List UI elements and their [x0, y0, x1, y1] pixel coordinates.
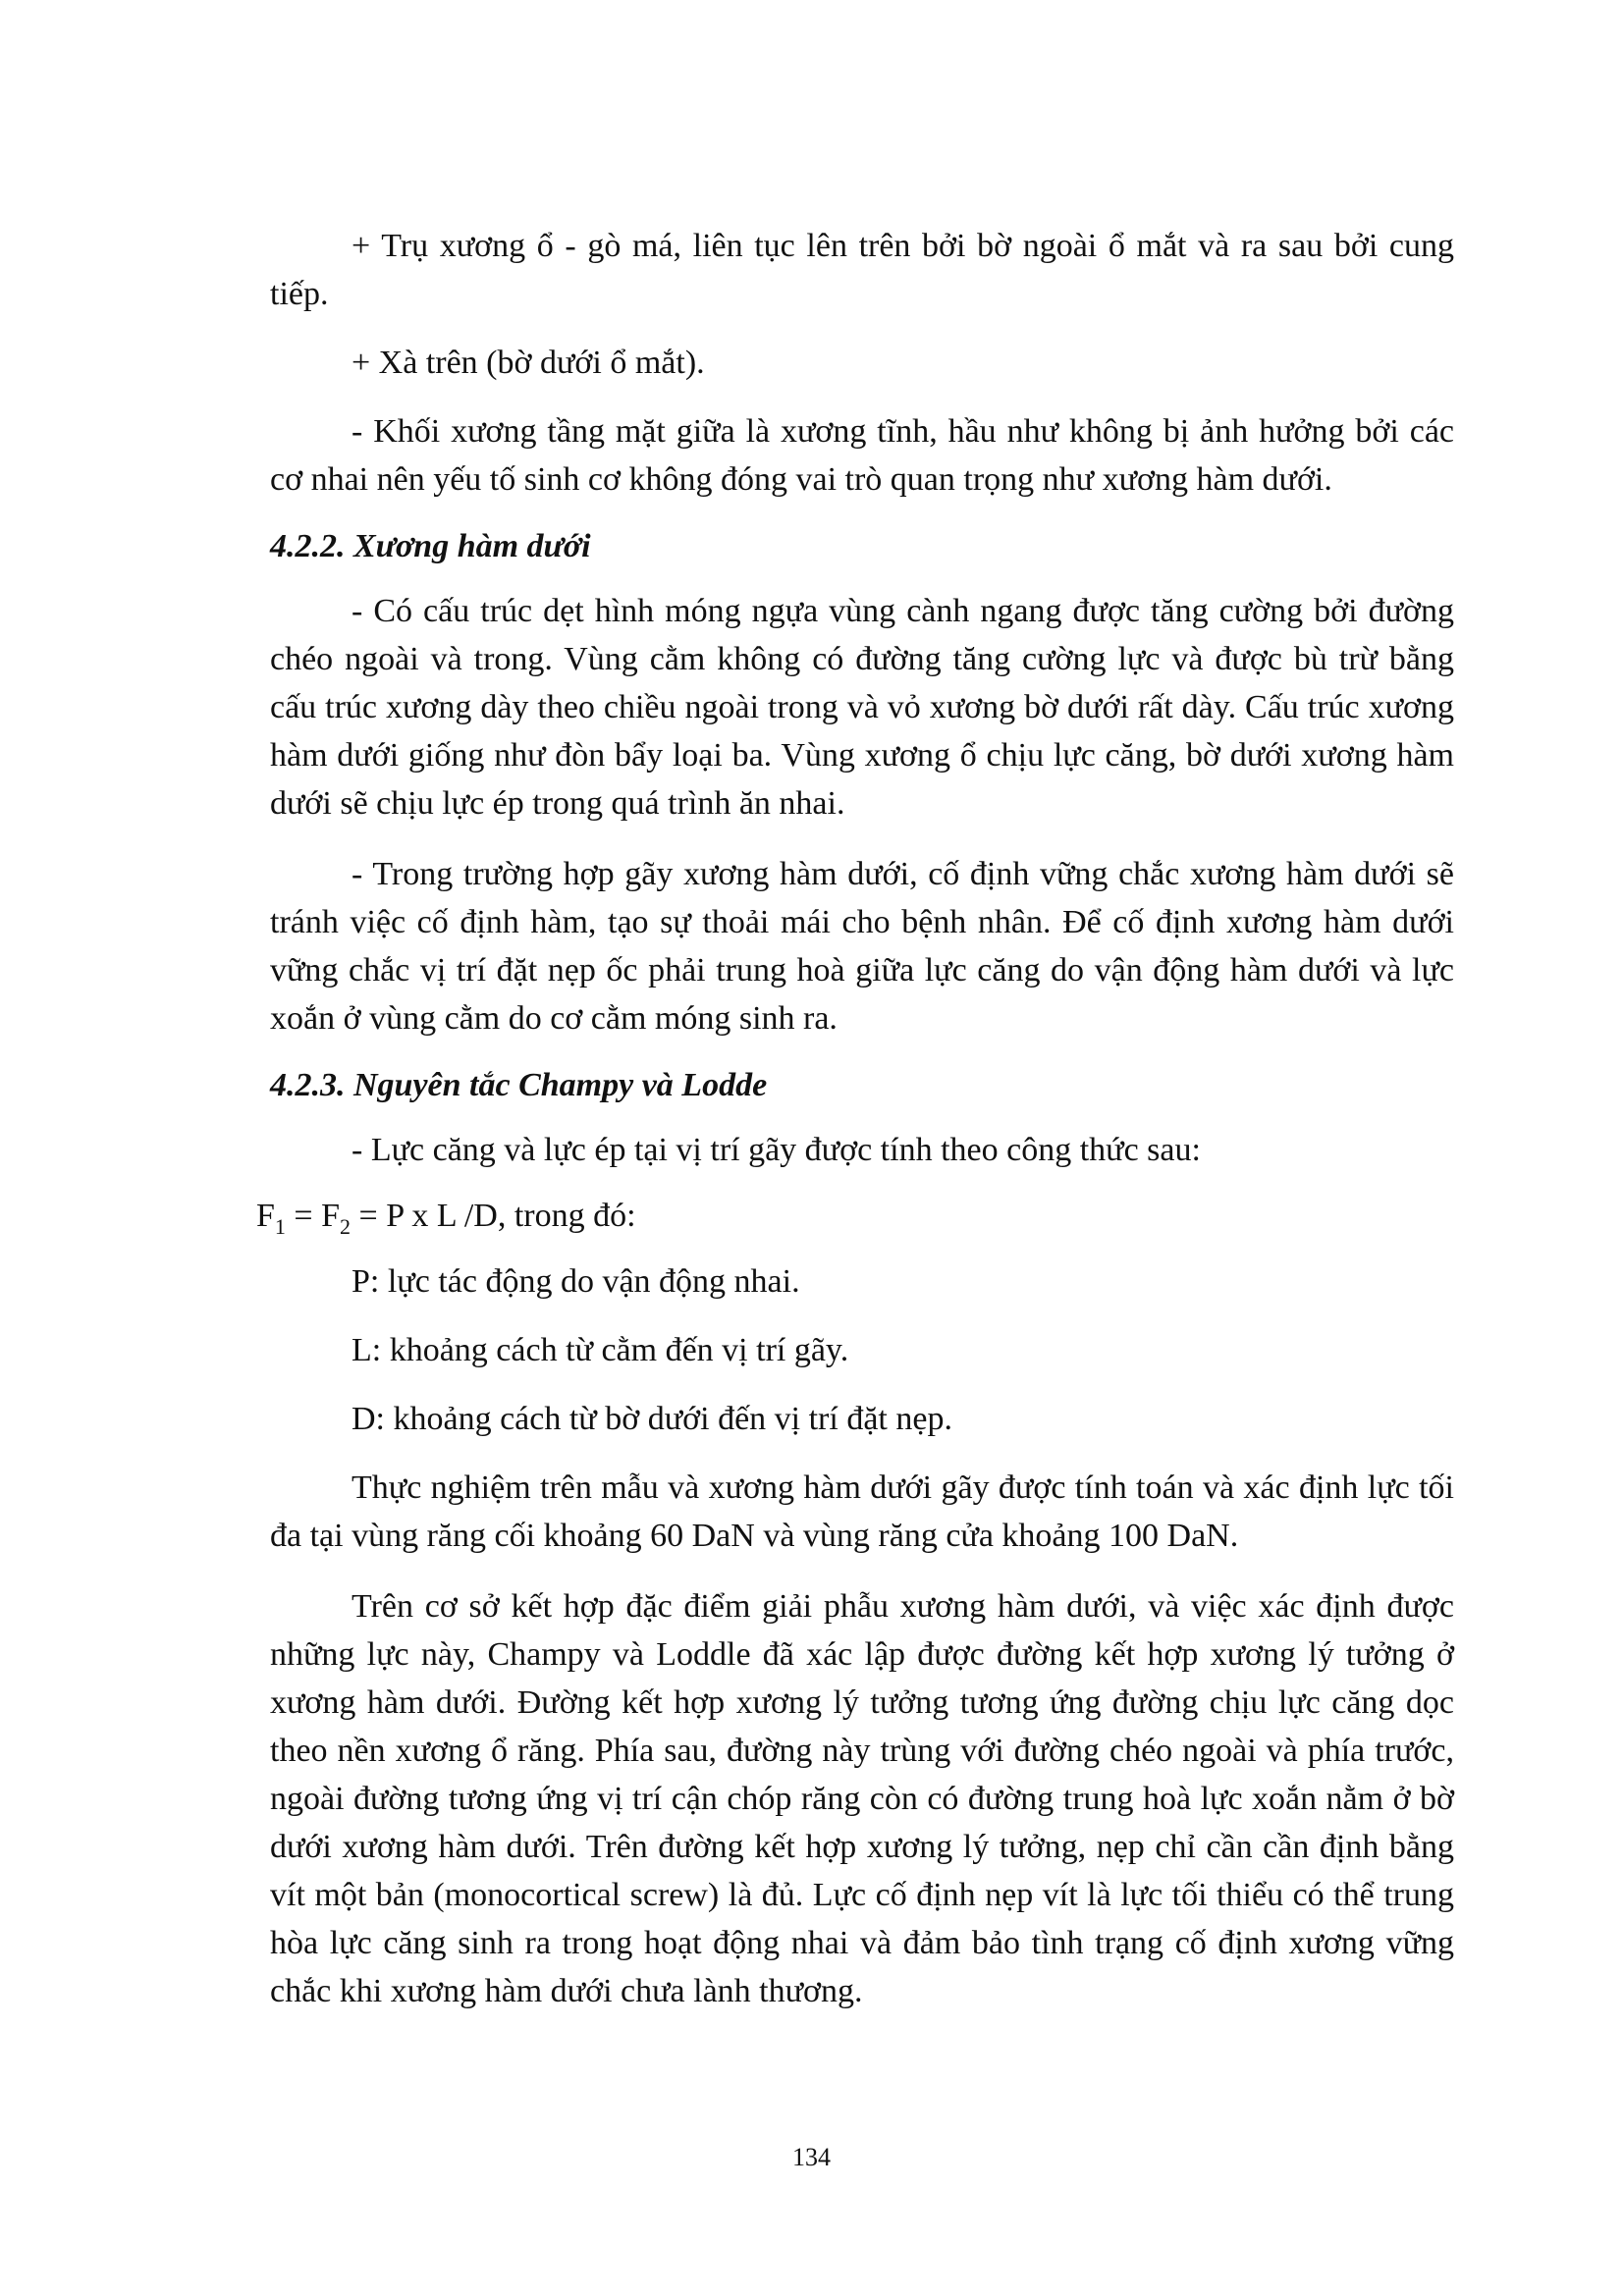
paragraph-champy-loddle: Trên cơ sở kết hợp đặc điểm giải phẫu xương hàm dưới, và việc xác định được những lực này, Champy và Loddle đã xác lập được đường kết hợp xương lý tưởng ở xương hàm dưới. Đường kết hợp xương lý tưởng tương ứng đường chịu lực căng dọc theo nền xương ổ răng. Phía sau, đường này trùng với đường chéo ngoài và phía trước, ngoài đường tương ứng vị trí cận chóp răng còn có đường trung hoà lực xoắn nằm ở bờ dưới xương hàm dưới. Trên đường kết hợp xương lý tưởng, nẹp chỉ cần cần định bằng vít một bản (monocortical screw) là đủ. Lực cố định nẹp vít là lực tối thiểu có thể trung hòa lực căng sinh ra trong hoạt động nhai và đảm bảo tình trạng cố định xương vững chắc khi xương hàm dưới chưa lành thương. — [270, 1588, 1454, 2009]
page-number: 134 — [792, 2143, 831, 2171]
formula-line — [256, 1192, 1454, 1240]
formula-rest: = P x L /D, trong đó: — [351, 1198, 636, 1234]
definition-p: P: lực tác động do vận động nhai. — [352, 1263, 800, 1300]
definition-d: D: khoảng cách từ bờ dưới đến vị trí đặt nẹp. — [352, 1401, 952, 1437]
paragraph-force-intro: - Lực căng và lực ép tại vị trí gãy được tính theo công thức sau: — [352, 1132, 1201, 1168]
definition-l: L: khoảng cách từ cằm đến vị trí gãy. — [352, 1332, 849, 1368]
paragraph-zygomatic-pillar: + Trụ xương ổ - gò má, liên tục lên trên bởi bờ ngoài ổ mắt và ra sau bởi cung tiếp. — [270, 228, 1454, 312]
paragraph-mandible-structure: - Có cấu trúc dẹt hình móng ngựa vùng cành ngang được tăng cường bởi đường chéo ngoài và trong. Vùng cằm không có đường tăng cường lực và được bù trừ bằng cấu trúc xương dày theo chiều ngoài trong và vỏ xương bờ dưới rất dày. Cấu trúc xương hàm dưới giống như đòn bẩy loại ba. Vùng xương ổ chịu lực căng, bờ dưới xương hàm dưới sẽ chịu lực ép trong quá trình ăn nhai. — [270, 593, 1454, 822]
formula-sub-2: 2 — [340, 1213, 352, 1239]
page-content — [256, 222, 1454, 2015]
heading-4-2-2: 4.2.2. Xương hàm dưới — [270, 528, 591, 564]
paragraph-experiment: Thực nghiệm trên mẫu và xương hàm dưới gãy được tính toán và xác định lực tối đa tại vùng răng cối khoảng 60 DaN và vùng răng cửa khoảng 100 DaN. — [270, 1469, 1454, 1554]
formula-sub-1: 1 — [274, 1213, 286, 1239]
paragraph-upper-beam: + Xà trên (bờ dưới ổ mắt). — [352, 345, 705, 381]
paragraph-midface-block: - Khối xương tầng mặt giữa là xương tĩnh, hầu như không bị ảnh hưởng bởi các cơ nhai nên yếu tố sinh cơ không đóng vai trò quan trọng như xương hàm dưới. — [270, 413, 1454, 498]
heading-4-2-3: 4.2.3. Nguyên tắc Champy và Lodde — [270, 1067, 768, 1103]
paragraph-mandible-fixation: - Trong trường hợp gãy xương hàm dưới, cố định vững chắc xương hàm dưới sẽ tránh việc cố định hàm, tạo sự thoải mái cho bệnh nhân. Để cố định xương hàm dưới vững chắc vị trí đặt nẹp ốc phải trung hoà giữa lực căng do vận động hàm dưới và lực xoắn ở vùng cằm do cơ cằm móng sinh ra. — [270, 856, 1454, 1037]
formula-f1: F — [256, 1198, 275, 1234]
formula-eq: = F — [285, 1198, 341, 1234]
